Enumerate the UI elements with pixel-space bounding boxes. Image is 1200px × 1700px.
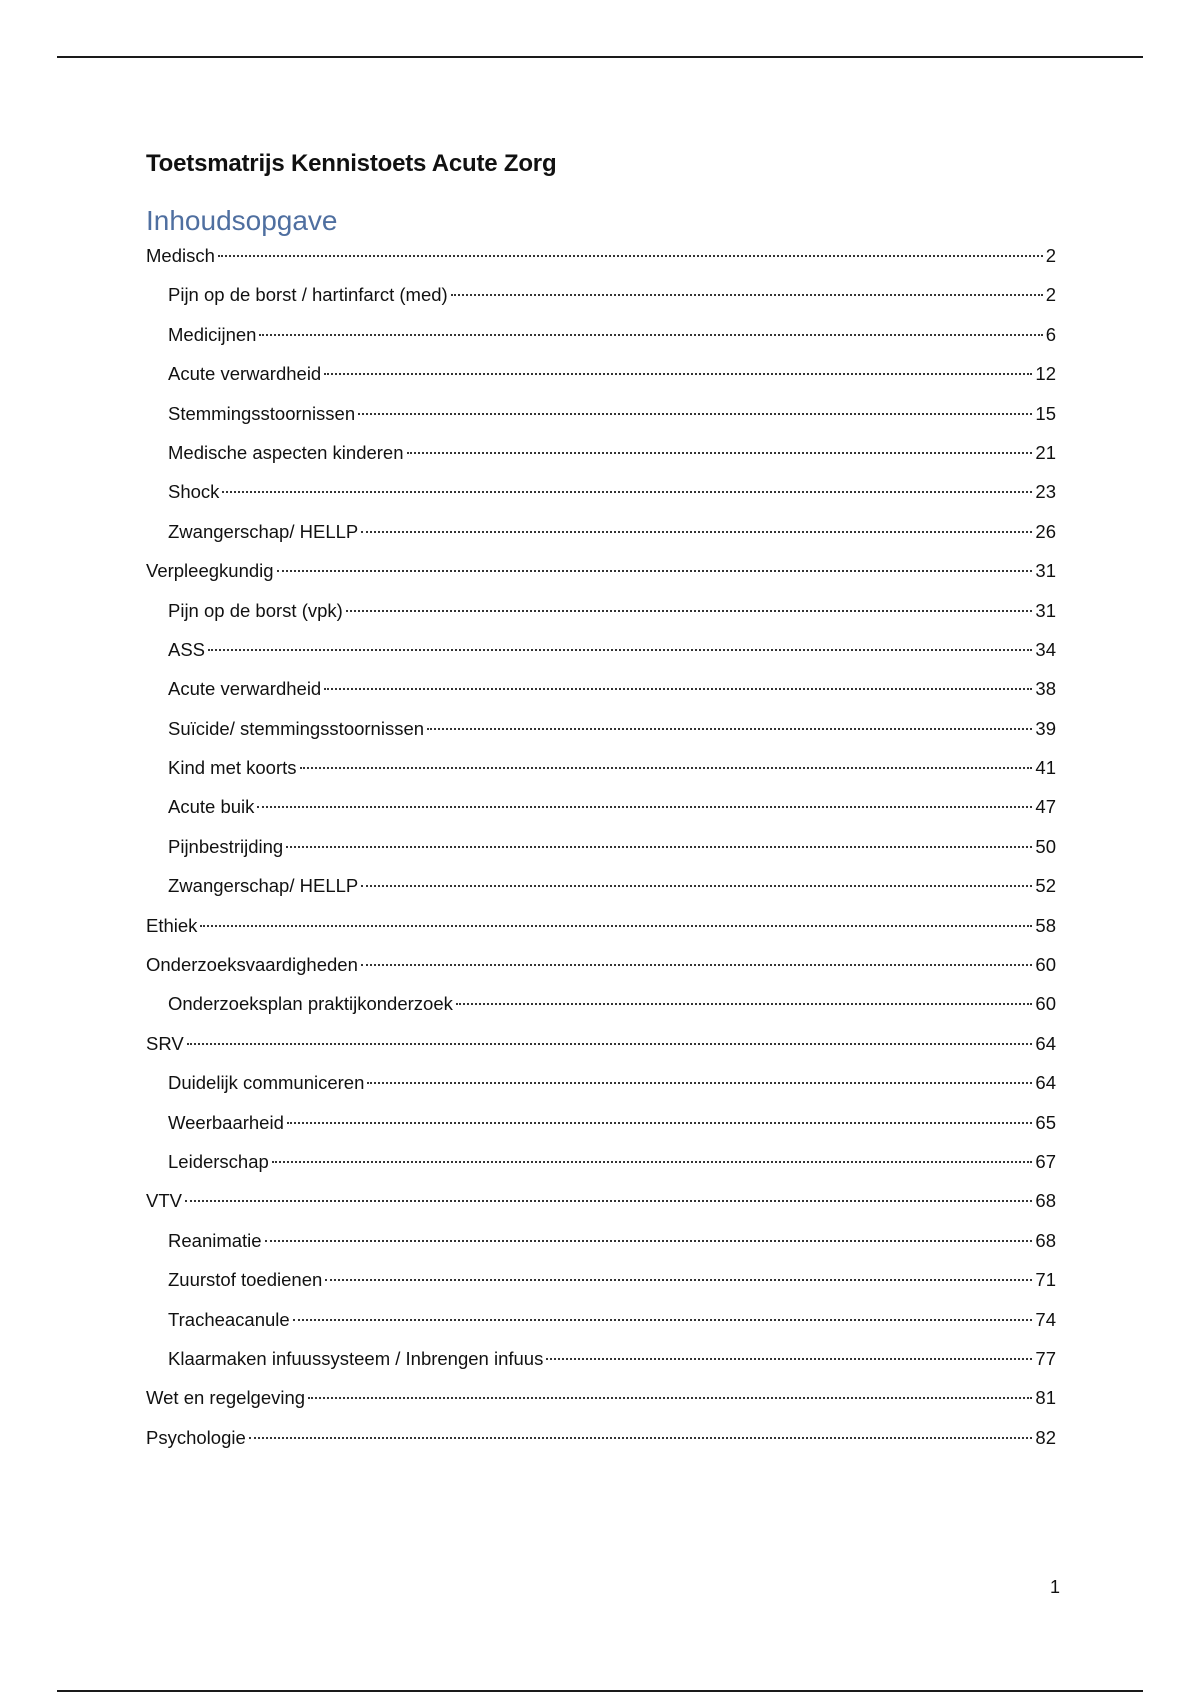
toc-entry-subsection[interactable]	[146, 1229, 1056, 1268]
toc-entry-subsection[interactable]	[146, 756, 1056, 795]
toc-entry-label: Verpleegkundig	[146, 560, 274, 582]
toc-dot-leader	[200, 925, 1032, 927]
toc-entry-section[interactable]	[146, 244, 1056, 283]
toc-entry-label: Acute verwardheid	[168, 363, 322, 385]
toc-entry-page: 26	[1035, 520, 1056, 542]
toc-entry-subsection[interactable]	[146, 874, 1056, 913]
footer-rule	[57, 1690, 1143, 1692]
toc-entry-page: 74	[1035, 1308, 1056, 1330]
toc-entry-label: Pijnbestrijding	[168, 835, 284, 857]
toc-entry-label: Zwangerschap/ HELLP	[168, 520, 359, 542]
toc-entry-section[interactable]	[146, 1032, 1056, 1071]
toc-dot-leader	[407, 452, 1033, 454]
toc-entry-page: 34	[1035, 638, 1056, 660]
toc-entry-label: Shock	[168, 481, 220, 503]
toc-entry-subsection[interactable]	[146, 520, 1056, 559]
toc-entry-subsection[interactable]	[146, 362, 1056, 401]
toc-entry-subsection[interactable]	[146, 283, 1056, 322]
toc-entry-label: Acute verwardheid	[168, 678, 322, 700]
toc-dot-leader	[451, 294, 1043, 296]
toc-entry-page: 41	[1035, 757, 1056, 779]
toc-entry-subsection[interactable]	[146, 638, 1056, 677]
toc-entry-label: Medische aspecten kinderen	[168, 441, 404, 463]
toc-entry-label: Wet en regelgeving	[146, 1387, 306, 1409]
toc-entry-page: 2	[1045, 245, 1056, 266]
page-content	[146, 148, 1056, 1465]
toc-entry-label: Onderzoeksplan praktijkonderzoek	[168, 993, 453, 1015]
toc-entry-subsection[interactable]	[146, 441, 1056, 480]
toc-entry-page: 77	[1035, 1347, 1056, 1369]
toc-entry-subsection[interactable]	[146, 717, 1056, 756]
toc-entry-subsection[interactable]	[146, 1268, 1056, 1307]
toc-dot-leader	[300, 767, 1033, 769]
toc-entry-page: 64	[1035, 1072, 1056, 1094]
toc-entry-subsection[interactable]	[146, 402, 1056, 441]
toc-entry-subsection[interactable]	[146, 480, 1056, 519]
toc-dot-leader	[361, 964, 1033, 966]
toc-dot-leader	[358, 413, 1032, 415]
toc-entry-page: 68	[1035, 1229, 1056, 1251]
toc-entry-subsection[interactable]	[146, 795, 1056, 834]
toc-entry-label: Reanimatie	[168, 1229, 262, 1251]
toc-entry-section[interactable]	[146, 1386, 1056, 1425]
toc-entry-page: 15	[1035, 402, 1056, 424]
toc-entry-label: Suïcide/ stemmingsstoornissen	[168, 717, 425, 739]
toc-entry-page: 67	[1035, 1150, 1056, 1172]
toc-entry-label: Kind met koorts	[168, 757, 297, 779]
toc-dot-leader	[272, 1161, 1033, 1163]
toc-entry-page: 82	[1035, 1426, 1056, 1448]
toc-dot-leader	[324, 373, 1032, 375]
toc-entry-subsection[interactable]	[146, 1071, 1056, 1110]
toc-dot-leader	[286, 846, 1032, 848]
toc-dot-leader	[287, 1122, 1033, 1124]
toc-entry-page: 2	[1045, 284, 1056, 306]
toc-entry-label: VTV	[146, 1190, 182, 1212]
toc-entry-page: 71	[1035, 1269, 1056, 1291]
toc-dot-leader	[346, 610, 1033, 612]
toc-entry-label: Zuurstof toedienen	[168, 1269, 323, 1291]
header-rule	[57, 56, 1143, 58]
toc-entry-label: Acute buik	[168, 796, 255, 818]
page-number: 1	[1049, 1577, 1060, 1597]
document-title: Toetsmatrijs Kennistoets Acute Zorg	[146, 150, 557, 177]
toc-entry-page: 50	[1035, 835, 1056, 857]
toc-entry-section[interactable]	[146, 1189, 1056, 1228]
toc-entry-label: Tracheacanule	[168, 1308, 290, 1330]
toc-entry-subsection[interactable]	[146, 1150, 1056, 1189]
toc-entry-label: Klaarmaken infuussysteem / Inbrengen infuus	[168, 1347, 544, 1369]
toc-entry-label: Duidelijk communiceren	[168, 1072, 365, 1094]
toc-entry-page: 65	[1035, 1111, 1056, 1133]
toc-entry-section[interactable]	[146, 953, 1056, 992]
toc-dot-leader	[361, 531, 1032, 533]
toc-entry-subsection[interactable]	[146, 323, 1056, 362]
toc-entry-section[interactable]	[146, 914, 1056, 953]
toc-entry-label: Stemmingsstoornissen	[168, 402, 356, 424]
toc-entry-page: 23	[1035, 481, 1056, 503]
toc-dot-leader	[257, 806, 1032, 808]
toc-dot-leader	[249, 1437, 1033, 1439]
toc-entry-label: Psychologie	[146, 1426, 246, 1448]
toc-dot-leader	[185, 1200, 1032, 1202]
toc-entry-page: 52	[1035, 875, 1056, 897]
toc-dot-leader	[259, 334, 1042, 336]
toc-heading: Inhoudsopgave	[146, 205, 338, 236]
toc-entry-page: 81	[1035, 1387, 1056, 1409]
toc-dot-leader	[456, 1003, 1033, 1005]
toc-entry-label: SRV	[146, 1032, 184, 1054]
toc-dot-leader	[293, 1319, 1033, 1321]
toc-dot-leader	[324, 688, 1032, 690]
toc-entry-subsection[interactable]	[146, 677, 1056, 716]
toc-dot-leader	[218, 255, 1043, 257]
toc-dot-leader	[277, 570, 1033, 572]
toc-entry-label: Zwangerschap/ HELLP	[168, 875, 359, 897]
toc-dot-leader	[265, 1240, 1033, 1242]
toc-dot-leader	[187, 1043, 1033, 1045]
toc-entry-label: Pijn op de borst (vpk)	[168, 599, 343, 621]
toc-entry-page: 12	[1035, 363, 1056, 385]
toc-entry-label: Medicijnen	[168, 323, 257, 345]
toc-entry-subsection[interactable]	[146, 1347, 1056, 1386]
toc-dot-leader	[367, 1082, 1032, 1084]
toc-dot-leader	[325, 1279, 1032, 1281]
toc-entry-section[interactable]	[146, 1426, 1056, 1465]
toc-entry-label: Onderzoeksvaardigheden	[146, 954, 358, 976]
toc-entry-subsection[interactable]	[146, 1308, 1056, 1347]
toc-entry-page: 60	[1035, 954, 1056, 976]
toc-entry-page: 31	[1035, 599, 1056, 621]
toc-entry-label: ASS	[168, 638, 206, 660]
toc-dot-leader	[546, 1358, 1032, 1360]
toc-entry-page: 21	[1035, 441, 1056, 463]
toc-entry-page: 39	[1035, 717, 1056, 739]
toc-entry-subsection[interactable]	[146, 992, 1056, 1031]
toc-entry-page: 47	[1035, 796, 1056, 818]
toc-entry-label: Medisch	[146, 245, 215, 266]
toc-entry-label: Ethiek	[146, 914, 198, 936]
toc-entry-page: 60	[1035, 993, 1056, 1015]
toc-entry-page: 68	[1035, 1190, 1056, 1212]
toc-entry-subsection[interactable]	[146, 599, 1056, 638]
toc-entry-label: Pijn op de borst / hartinfarct (med)	[168, 284, 448, 306]
toc-entry-subsection[interactable]	[146, 835, 1056, 874]
toc-dot-leader	[208, 649, 1032, 651]
table-of-contents	[146, 244, 1056, 1465]
toc-entry-page: 58	[1035, 914, 1056, 936]
toc-entry-section[interactable]	[146, 559, 1056, 598]
toc-entry-label: Weerbaarheid	[168, 1111, 284, 1133]
toc-dot-leader	[308, 1397, 1032, 1399]
toc-entry-page: 31	[1035, 560, 1056, 582]
toc-entry-label: Leiderschap	[168, 1150, 269, 1172]
toc-dot-leader	[361, 885, 1032, 887]
toc-dot-leader	[427, 728, 1032, 730]
toc-entry-page: 38	[1035, 678, 1056, 700]
toc-entry-page: 64	[1035, 1032, 1056, 1054]
toc-entry-subsection[interactable]	[146, 1111, 1056, 1150]
toc-entry-page: 6	[1045, 323, 1056, 345]
toc-dot-leader	[222, 491, 1032, 493]
